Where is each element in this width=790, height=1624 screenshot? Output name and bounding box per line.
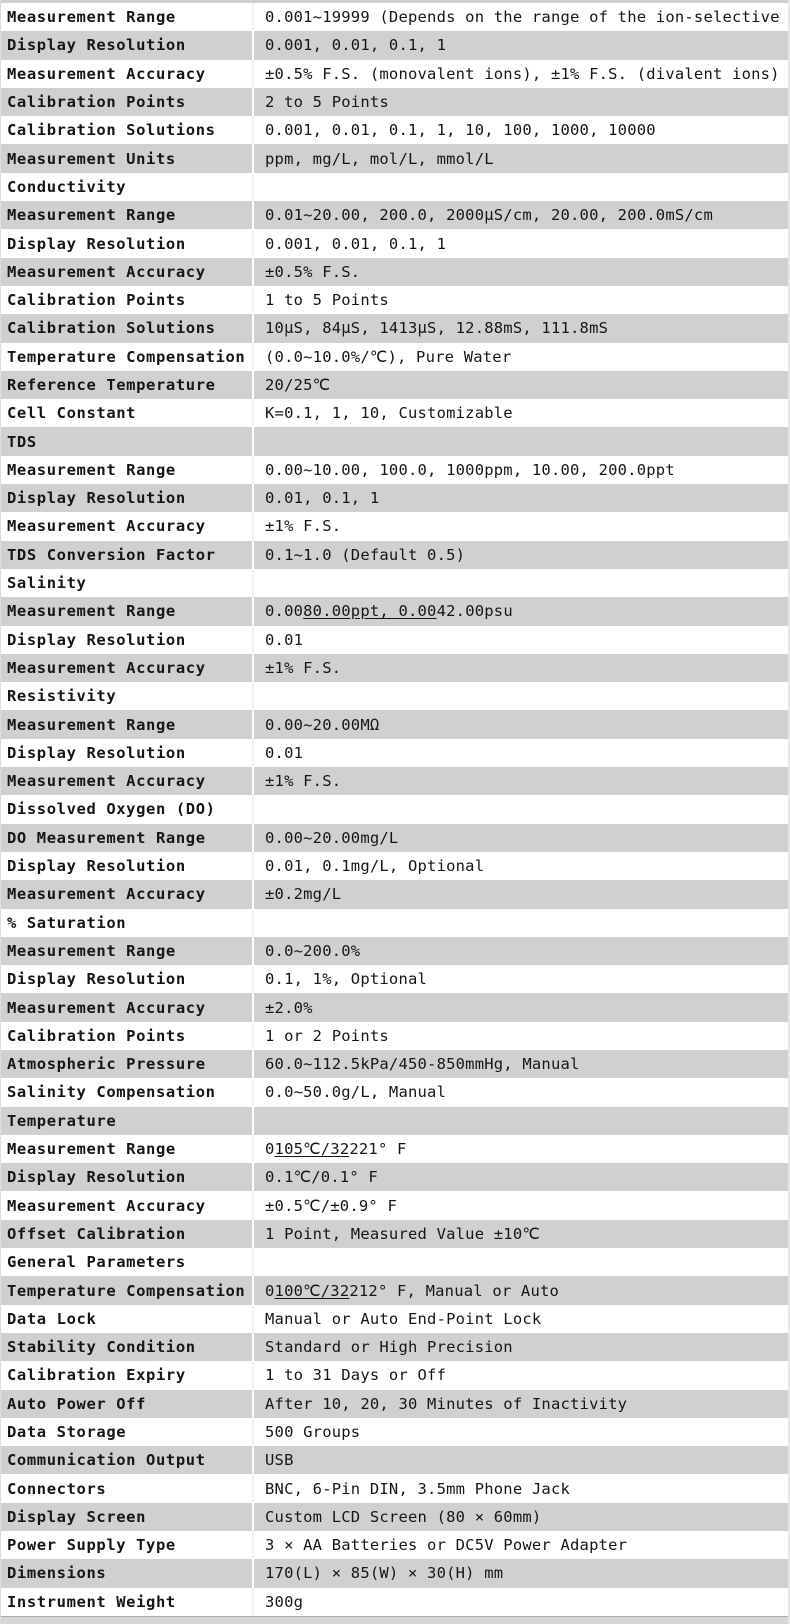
table-row	[1, 739, 788, 767]
param-value	[254, 1418, 788, 1446]
param-value	[254, 1531, 788, 1559]
param-name: Data Lock	[1, 1305, 254, 1333]
param-value	[254, 116, 788, 144]
param-value	[254, 880, 788, 908]
table-row	[1, 1135, 788, 1163]
section-title: Conductivity	[1, 173, 254, 201]
value-text: Custom LCD Screen (80 × 60mm)	[265, 1507, 542, 1526]
value-text: 1 to 31 Days or Off	[265, 1366, 447, 1385]
table-row	[1, 31, 788, 59]
param-name: Calibration Points	[1, 88, 254, 116]
section-title: Resistivity	[1, 682, 254, 710]
table-row	[1, 1305, 788, 1333]
param-name: Auto Power Off	[1, 1390, 254, 1418]
param-name: Calibration Solutions	[1, 314, 254, 342]
table-row	[1, 371, 788, 399]
param-value	[254, 626, 788, 654]
param-name: Temperature Compensation	[1, 343, 254, 371]
table-row	[1, 286, 788, 314]
param-value	[254, 1446, 788, 1474]
table-row	[1, 1191, 788, 1219]
param-value	[254, 569, 788, 597]
section-title: Salinity	[1, 569, 254, 597]
param-name: Display Screen	[1, 1503, 254, 1531]
table-row	[1, 626, 788, 654]
param-name: Communication Output	[1, 1446, 254, 1474]
value-text: ±0.2mg/L	[265, 885, 342, 904]
value-text: Manual or Auto End-Point Lock	[265, 1309, 542, 1328]
value-text: ±0.5℃/±0.9° F	[265, 1196, 397, 1215]
table-row	[1, 965, 788, 993]
param-value	[254, 258, 788, 286]
table-row	[1, 1390, 788, 1418]
table-row	[1, 1418, 788, 1446]
table-row	[1, 993, 788, 1021]
param-value	[254, 456, 788, 484]
param-name: Measurement Accuracy	[1, 1191, 254, 1219]
value-text: (0.0~10.0%/℃), Pure Water	[265, 347, 512, 366]
table-row	[1, 1531, 788, 1559]
table-row	[1, 1446, 788, 1474]
param-value	[254, 1474, 788, 1502]
value-text: 1 Point, Measured Value ±10℃	[265, 1224, 540, 1243]
table-row	[1, 399, 788, 427]
value-text: 20/25℃	[265, 376, 331, 394]
param-name: Measurement Accuracy	[1, 767, 254, 795]
param-value	[254, 1022, 788, 1050]
table-row	[1, 1163, 788, 1191]
section-row	[1, 1107, 788, 1135]
param-name: Temperature Compensation	[1, 1276, 254, 1304]
value-text: ±1% F.S.	[265, 658, 342, 677]
param-name: Measurement Accuracy	[1, 512, 254, 540]
param-name: Dimensions	[1, 1559, 254, 1587]
param-value	[254, 1220, 788, 1248]
value-text: After 10, 20, 30 Minutes of Inactivity	[265, 1394, 628, 1413]
table-row	[1, 1559, 788, 1587]
param-value	[254, 1191, 788, 1219]
param-value	[254, 173, 788, 201]
param-name: Measurement Range	[1, 3, 254, 31]
value-text: ±0.5% F.S.	[265, 262, 361, 281]
param-name: Reference Temperature	[1, 371, 254, 399]
table-row	[1, 88, 788, 116]
value-text: 0.1℃/0.1° F	[265, 1168, 378, 1187]
param-value	[254, 314, 788, 342]
value-text: ±1% F.S.	[265, 772, 342, 791]
param-value	[254, 31, 788, 59]
value-text: 60.0~112.5kPa/450-850mmHg, Manual	[265, 1055, 580, 1074]
table-row	[1, 484, 788, 512]
param-name: Offset Calibration	[1, 1220, 254, 1248]
param-value	[254, 88, 788, 116]
value-segment-underlined: 105℃/32	[274, 1140, 350, 1159]
table-row	[1, 824, 788, 852]
param-name: Calibration Solutions	[1, 116, 254, 144]
value-text: 0.01, 0.1, 1	[265, 489, 380, 508]
param-value	[254, 1078, 788, 1106]
param-value	[254, 1390, 788, 1418]
param-name: DO Measurement Range	[1, 824, 254, 852]
table-row	[1, 314, 788, 342]
param-value	[254, 597, 788, 625]
param-value	[254, 1135, 788, 1163]
param-value	[254, 993, 788, 1021]
value-segment-underlined: 100℃/32	[274, 1281, 350, 1300]
param-name: Atmospheric Pressure	[1, 1050, 254, 1078]
section-title: Temperature	[1, 1107, 254, 1135]
value-text: 0.01	[265, 743, 304, 762]
param-value	[254, 824, 788, 852]
param-value	[254, 1276, 788, 1304]
param-name: Cell Constant	[1, 399, 254, 427]
value-segment: 0	[265, 1140, 275, 1159]
table-row	[1, 597, 788, 625]
param-name: Measurement Range	[1, 1135, 254, 1163]
value-text: USB	[265, 1451, 294, 1470]
param-name: TDS Conversion Factor	[1, 541, 254, 569]
value-text: 0.01	[265, 630, 304, 649]
table-row	[1, 1078, 788, 1106]
value-text: ±2.0%	[265, 998, 313, 1017]
section-row	[1, 569, 788, 597]
value-segment-underlined: 80.00ppt, 0.00	[303, 602, 437, 621]
value-text: 0.001~19999 (Depends on the range of the ion-selective	[265, 8, 780, 27]
param-value	[254, 710, 788, 738]
param-name: Connectors	[1, 1474, 254, 1502]
section-row	[1, 427, 788, 455]
value-text: 1 to 5 Points	[265, 291, 389, 310]
value-text: 0.00~20.00mg/L	[265, 828, 399, 847]
value-text: ±1% F.S.	[265, 517, 342, 536]
table-row	[1, 880, 788, 908]
table-row	[1, 116, 788, 144]
param-value	[254, 229, 788, 257]
value-text: BNC, 6-Pin DIN, 3.5mm Phone Jack	[265, 1479, 571, 1498]
value-text: 0.001, 0.01, 0.1, 1, 10, 100, 1000, 10000	[265, 121, 656, 140]
param-value	[254, 1050, 788, 1078]
param-value	[254, 1305, 788, 1333]
section-title: TDS	[1, 427, 254, 455]
param-value	[254, 371, 788, 399]
value-text: 0.001, 0.01, 0.1, 1	[265, 234, 447, 253]
table-row	[1, 229, 788, 257]
param-value	[254, 484, 788, 512]
value-text: Standard or High Precision	[265, 1338, 513, 1357]
value-text: 500 Groups	[265, 1422, 361, 1441]
table-row	[1, 1276, 788, 1304]
table-row	[1, 1050, 788, 1078]
param-name: Instrument Weight	[1, 1588, 254, 1616]
table-row	[1, 144, 788, 172]
table-row	[1, 654, 788, 682]
param-value	[254, 909, 788, 937]
value-text: K=0.1, 1, 10, Customizable	[265, 404, 513, 423]
value-text: 1 or 2 Points	[265, 1026, 389, 1045]
table-row	[1, 1503, 788, 1531]
param-name: Measurement Range	[1, 597, 254, 625]
param-value	[254, 739, 788, 767]
value-text: 0.1~1.0 (Default 0.5)	[265, 545, 466, 564]
param-value	[254, 937, 788, 965]
param-name: Display Resolution	[1, 739, 254, 767]
param-name: Stability Condition	[1, 1333, 254, 1361]
param-value	[254, 795, 788, 823]
param-value	[254, 767, 788, 795]
table-row	[1, 512, 788, 540]
section-title: % Saturation	[1, 909, 254, 937]
section-title: Dissolved Oxygen (DO)	[1, 795, 254, 823]
param-value	[254, 682, 788, 710]
param-value	[254, 201, 788, 229]
param-value	[254, 852, 788, 880]
value-text: 0.00~10.00, 100.0, 1000ppm, 10.00, 200.0ppt	[265, 460, 675, 479]
section-row	[1, 909, 788, 937]
param-name: Measurement Accuracy	[1, 60, 254, 88]
param-name: Measurement Units	[1, 144, 254, 172]
param-name: Measurement Accuracy	[1, 258, 254, 286]
param-value	[254, 3, 788, 31]
section-title: General Parameters	[1, 1248, 254, 1276]
value-segment: 221° F	[349, 1140, 407, 1159]
section-row	[1, 173, 788, 201]
param-name: Display Resolution	[1, 484, 254, 512]
section-row	[1, 682, 788, 710]
value-text: 2 to 5 Points	[265, 93, 389, 112]
param-value	[254, 1163, 788, 1191]
param-name: Calibration Points	[1, 286, 254, 314]
param-name: Calibration Points	[1, 1022, 254, 1050]
table-row	[1, 541, 788, 569]
param-value	[254, 1559, 788, 1587]
param-value	[254, 654, 788, 682]
param-name: Measurement Range	[1, 710, 254, 738]
table-bottom-edge	[1, 1616, 788, 1624]
param-value	[254, 60, 788, 88]
value-text: 0.01~20.00, 200.0, 2000μS/cm, 20.00, 200.0mS/cm	[265, 206, 713, 225]
table-row	[1, 3, 788, 31]
value-text: 3 × AA Batteries or DC5V Power Adapter	[265, 1536, 628, 1555]
value-text: 0.01, 0.1mg/L, Optional	[265, 857, 485, 876]
param-value	[254, 512, 788, 540]
table-row	[1, 1588, 788, 1616]
table-row	[1, 767, 788, 795]
table-row	[1, 1474, 788, 1502]
table-row	[1, 1333, 788, 1361]
param-name: Measurement Range	[1, 456, 254, 484]
param-value	[254, 427, 788, 455]
param-value	[254, 399, 788, 427]
param-name: Data Storage	[1, 1418, 254, 1446]
table-row	[1, 456, 788, 484]
table-row	[1, 201, 788, 229]
param-name: Display Resolution	[1, 31, 254, 59]
table-row	[1, 1022, 788, 1050]
value-text: 0.1, 1%, Optional	[265, 970, 428, 989]
param-value	[254, 1503, 788, 1531]
param-value	[254, 965, 788, 993]
value-segment: 42.00psu	[436, 602, 513, 621]
param-name: Measurement Accuracy	[1, 993, 254, 1021]
table-row	[1, 1220, 788, 1248]
param-name: Measurement Range	[1, 937, 254, 965]
param-value	[254, 1107, 788, 1135]
value-text: 170(L) × 85(W) × 30(H) mm	[265, 1564, 504, 1583]
value-segment: 212° F, Manual or Auto	[349, 1281, 560, 1300]
param-name: Display Resolution	[1, 229, 254, 257]
param-name: Display Resolution	[1, 965, 254, 993]
param-name: Display Resolution	[1, 626, 254, 654]
param-name: Measurement Accuracy	[1, 880, 254, 908]
section-row	[1, 1248, 788, 1276]
table-rows-container	[1, 3, 788, 1616]
param-value	[254, 1361, 788, 1389]
param-name: Power Supply Type	[1, 1531, 254, 1559]
table-row	[1, 710, 788, 738]
param-value	[254, 541, 788, 569]
param-name: Measurement Accuracy	[1, 654, 254, 682]
param-name: Display Resolution	[1, 1163, 254, 1191]
param-value	[254, 343, 788, 371]
table-row	[1, 937, 788, 965]
value-text: ±0.5% F.S. (monovalent ions), ±1% F.S. (divalent ions)	[265, 64, 780, 83]
value-text: 0.00~20.00MΩ	[265, 715, 380, 734]
param-name: Salinity Compensation	[1, 1078, 254, 1106]
param-value	[254, 144, 788, 172]
value-text: 10μS, 84μS, 1413μS, 12.88mS, 111.8mS	[265, 319, 609, 338]
param-value	[254, 1588, 788, 1616]
param-name: Display Resolution	[1, 852, 254, 880]
param-value	[254, 1248, 788, 1276]
value-segment: 0	[265, 1281, 275, 1300]
table-row	[1, 1361, 788, 1389]
param-name: Calibration Expiry	[1, 1361, 254, 1389]
value-text: ppm, mg/L, mol/L, mmol/L	[265, 149, 494, 168]
table-row	[1, 258, 788, 286]
section-row	[1, 795, 788, 823]
value-text: 0.0~200.0%	[265, 941, 361, 960]
table-row	[1, 852, 788, 880]
param-name: Measurement Range	[1, 201, 254, 229]
param-value	[254, 1333, 788, 1361]
table-row	[1, 343, 788, 371]
value-text: 0.0~50.0g/L, Manual	[265, 1083, 447, 1102]
value-text: 300g	[265, 1592, 304, 1611]
value-segment: 0.00	[265, 602, 304, 621]
param-value	[254, 286, 788, 314]
value-text: 0.001, 0.01, 0.1, 1	[265, 36, 447, 55]
table-row	[1, 60, 788, 88]
